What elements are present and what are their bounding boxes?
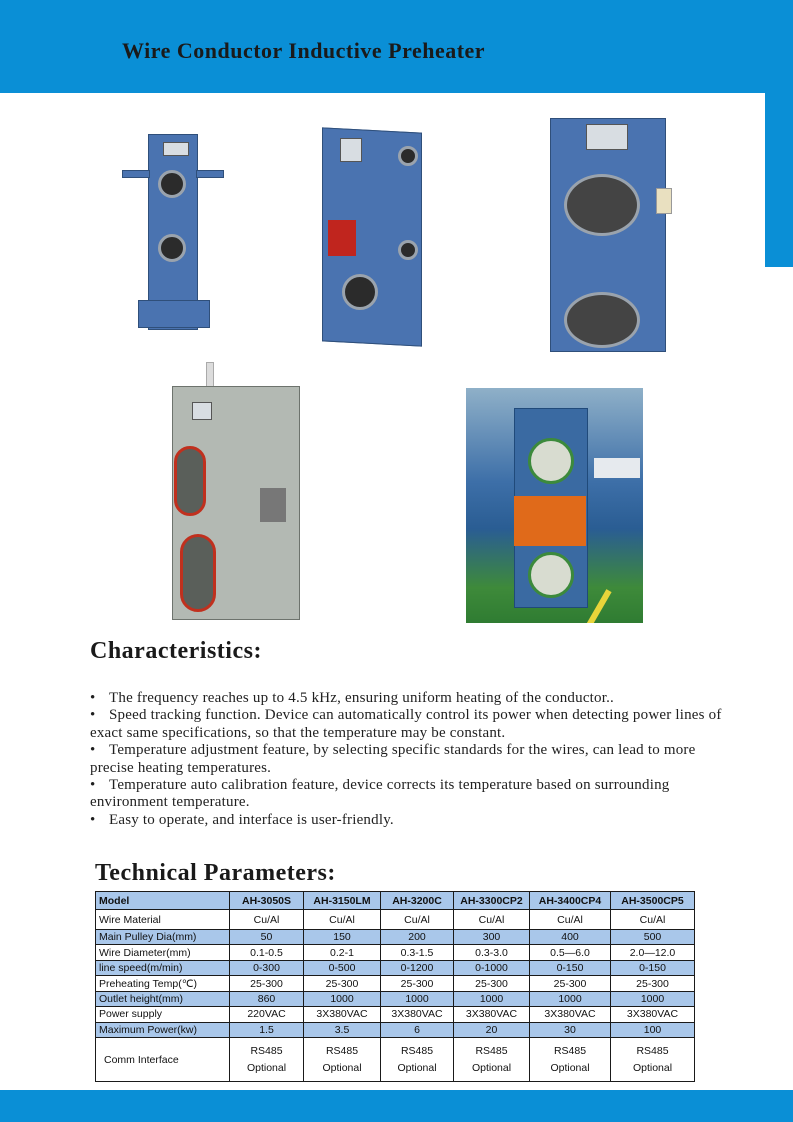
table-cell: 25-300 <box>381 976 454 991</box>
table-cell: 150 <box>304 930 381 945</box>
table-cell: Cu/Al <box>530 910 611 930</box>
table-cell: 0.5—6.0 <box>530 945 611 960</box>
row-label: Main Pulley Dia(mm) <box>96 930 230 945</box>
table-cell: 1000 <box>454 991 530 1006</box>
table-cell: 25-300 <box>454 976 530 991</box>
table-cell: Cu/Al <box>381 910 454 930</box>
table-cell: 220VAC <box>230 1007 304 1022</box>
table-cell: 0-500 <box>304 960 381 975</box>
table-cell: 0-1200 <box>381 960 454 975</box>
row-label: Power supply <box>96 1007 230 1022</box>
table-cell: 1000 <box>304 991 381 1006</box>
table-cell: 1000 <box>381 991 454 1006</box>
preheater-model-4-photo <box>168 362 302 620</box>
table-cell <box>530 1038 611 1082</box>
row-label: line speed(m/min) <box>96 960 230 975</box>
comm-availability: Optional <box>471 1061 512 1074</box>
table-cell <box>381 1038 454 1082</box>
row-label: Comm Interface <box>96 1038 230 1082</box>
table-row <box>96 1022 695 1037</box>
table-cell: 500 <box>611 930 695 945</box>
table-cell: 1.5 <box>230 1022 304 1037</box>
comm-protocol: RS485 <box>250 1044 283 1057</box>
row-label: Preheating Temp(℃) <box>96 976 230 991</box>
table-cell: 0.1-0.5 <box>230 945 304 960</box>
table-cell <box>611 1038 695 1082</box>
comm-availability: Optional <box>246 1061 287 1074</box>
table-row <box>96 930 695 945</box>
table-cell: 0.3-3.0 <box>454 945 530 960</box>
characteristic-item: • Temperature adjustment feature, by selecting specific standards for the wires, can lead to more precise heating temperatures. <box>90 742 730 777</box>
table-cell: 3X380VAC <box>381 1007 454 1022</box>
table-cell: 3.5 <box>304 1022 381 1037</box>
parameters-table <box>95 891 695 1082</box>
table-cell: 400 <box>530 930 611 945</box>
comm-availability: Optional <box>632 1061 673 1074</box>
row-label: Wire Diameter(mm) <box>96 945 230 960</box>
table-cell: 1000 <box>530 991 611 1006</box>
table-row <box>96 945 695 960</box>
table-cell: 0-1000 <box>454 960 530 975</box>
comm-availability: Optional <box>322 1061 362 1074</box>
table-cell: 3X380VAC <box>454 1007 530 1022</box>
table-cell: 200 <box>381 930 454 945</box>
preheater-model-3-photo <box>540 114 674 354</box>
characteristics-list <box>90 690 730 829</box>
table-cell: 860 <box>230 991 304 1006</box>
header-cell: AH-3300CP2 <box>454 892 530 910</box>
table-cell: 25-300 <box>611 976 695 991</box>
table-row-comm <box>96 1038 695 1082</box>
table-cell: 25-300 <box>530 976 611 991</box>
table-cell: 3X380VAC <box>530 1007 611 1022</box>
table-row <box>96 976 695 991</box>
parameters-heading: Technical Parameters: <box>95 860 336 886</box>
table-cell: 25-300 <box>304 976 381 991</box>
table-cell: Cu/Al <box>454 910 530 930</box>
row-label: Outlet height(mm) <box>96 991 230 1006</box>
table-cell: 6 <box>381 1022 454 1037</box>
row-label: Maximum Power(kw) <box>96 1022 230 1037</box>
table-cell: 3X380VAC <box>611 1007 695 1022</box>
table-cell: 300 <box>454 930 530 945</box>
table-cell: 20 <box>454 1022 530 1037</box>
table-cell: 0-150 <box>611 960 695 975</box>
table-cell: 25-300 <box>230 976 304 991</box>
table-cell: Cu/Al <box>304 910 381 930</box>
header-cell: AH-3150LM <box>304 892 381 910</box>
table-cell: 0-150 <box>530 960 611 975</box>
header-cell-model: Model <box>96 892 230 910</box>
characteristic-item: • Temperature auto calibration feature, device corrects its temperature based on surrounding environment temperature. <box>90 777 730 812</box>
side-tab <box>765 93 793 267</box>
page-title: Wire Conductor Inductive Preheater <box>122 38 486 63</box>
table-cell: 0.2-1 <box>304 945 381 960</box>
table-row <box>96 910 695 930</box>
characteristic-item: • The frequency reaches up to 4.5 kHz, ensuring uniform heating of the conductor.. <box>90 690 730 707</box>
table-cell: 50 <box>230 930 304 945</box>
table-cell: 100 <box>611 1022 695 1037</box>
comm-protocol: RS485 <box>400 1044 434 1057</box>
table-row <box>96 960 695 975</box>
header-cell: AH-3050S <box>230 892 304 910</box>
preheater-model-1-photo <box>118 130 228 330</box>
table-cell: 1000 <box>611 991 695 1006</box>
table-cell: Cu/Al <box>230 910 304 930</box>
characteristic-item: • Easy to operate, and interface is user-friendly. <box>90 812 730 829</box>
table-cell: 3X380VAC <box>304 1007 381 1022</box>
row-label: Wire Material <box>96 910 230 930</box>
table-cell <box>454 1038 530 1082</box>
comm-availability: Optional <box>550 1061 590 1074</box>
characteristics-heading: Characteristics: <box>90 638 262 664</box>
preheater-model-2-photo <box>318 128 424 348</box>
preheater-installed-line-photo <box>466 388 643 623</box>
table-cell: 30 <box>530 1022 611 1037</box>
table-header-row <box>96 892 695 910</box>
comm-protocol: RS485 <box>325 1044 359 1057</box>
table-cell: 2.0—12.0 <box>611 945 695 960</box>
comm-protocol: RS485 <box>475 1044 508 1057</box>
table-row <box>96 991 695 1006</box>
comm-protocol: RS485 <box>636 1044 669 1057</box>
table-cell <box>230 1038 304 1082</box>
table-cell: Cu/Al <box>611 910 695 930</box>
header-cell: AH-3500CP5 <box>611 892 695 910</box>
header-cell: AH-3200C <box>381 892 454 910</box>
table-cell: 0.3-1.5 <box>381 945 454 960</box>
table-cell: 0-300 <box>230 960 304 975</box>
comm-availability: Optional <box>397 1061 437 1074</box>
table-row <box>96 1007 695 1022</box>
table-cell <box>304 1038 381 1082</box>
footer-band <box>0 1090 793 1122</box>
comm-protocol: RS485 <box>553 1044 587 1057</box>
header-cell: AH-3400CP4 <box>530 892 611 910</box>
characteristic-item: • Speed tracking function. Device can automatically control its power when detecting power lines of exact same specifications, so that the temperature may be constant. <box>90 707 730 742</box>
